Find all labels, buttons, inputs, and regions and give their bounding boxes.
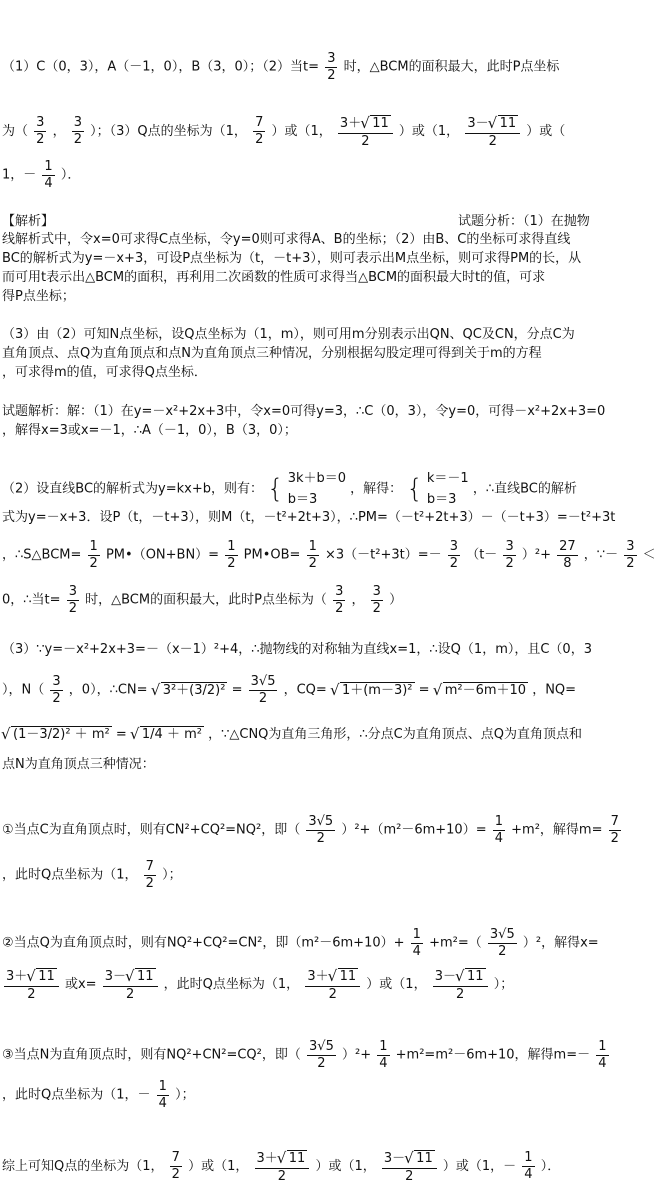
case-1-line: ①当点C为直角顶点时，则有CN²+CQ²=NQ²，即（ $\frac{3√5}{2}$ ）²+（m²－6m+10）= $\frac{1}{4}$ +m²，解得m= $\frac{7}{2}$	[2, 814, 619, 846]
analysis-line: 线解析式中，令x=0可求得C点坐标，令y=0则可求得A、B的坐标；（2）由B、C的坐标可求得直线	[2, 232, 571, 247]
solution-line-area: ，∴S△BCM= $\frac{1}{2}$ PM•（ON+BN）= $\frac{1}{2}$ PM•OB= $\frac{1}{2}$ ×3（－t²+3t）=－ $\frac{3}{2}$ （t－ $\frac{3}{2}$ ）²+ $\frac{27}{8}$ ，∵－ $\frac{3}{2}$ ＜	[2, 539, 656, 571]
case-3-result: ，此时Q点坐标为（1，－ $\frac{1}{4}$ ）；	[2, 1079, 195, 1111]
solution-line-system: （2）设直线BC的解析式为y=kx+b，则有： { 3k＋b＝0 b＝3 ，解得： { k＝－1 b＝3 ，∴直线BC的解析	[2, 468, 577, 510]
answer-line-3: 1，－ $\frac{1}{4}$ ）．	[2, 159, 81, 191]
t-fraction: $\frac{3}{2}$	[327, 51, 336, 83]
solution-line: 点N为直角顶点三种情况：	[2, 757, 155, 772]
solution-line: ，解得x=3或x=－1，∴A（－1，0），B（3，0）；	[2, 423, 297, 438]
analysis-line: ，可求得m的值，可求得Q点坐标．	[2, 365, 207, 380]
case-2-line: ②当点Q为直角顶点时，则有NQ²+CQ²=CN²，即（m²－6m+10）+ $\frac{1}{4}$ +m²=（ $\frac{3√5}{2}$ ）²，解得x=	[2, 927, 599, 959]
solution-line: 试题解析：解：（1）在y=－x²+2x+3中，令x=0可得y=3，∴C（0，3），令y=0，可得－x²+2x+3=0	[2, 404, 606, 419]
analysis-heading: 【解析】	[2, 214, 55, 229]
solution-line: 0，∴当t= $\frac{3}{2}$ 时，△BCM的面积最大，此时P点坐标为（ $\frac{3}{2}$ ， $\frac{3}{2}$ ）	[2, 584, 403, 616]
solution-line-sqrt: √ (1－3/2)² ＋ m² = √ 1/4 ＋ m² ，∵△CNQ为直角三角形，∴分点C为直角顶点、点Q为直角顶点和	[2, 725, 582, 745]
analysis-line: （3）由（2）可知N点坐标，设Q点坐标为（1，m），则可用m分别表示出QN、QC及CN，分点C为	[2, 327, 575, 342]
equation-system: { k＝－1 b＝3	[406, 471, 469, 507]
summary-line: 综上可知Q点的坐标为（1， $\frac{7}{2}$ ）或（1， $\frac{3+√ 11}{2}$ ）或（1， $\frac{3-√ 11}{2}$ ）或（1，－ $\frac{1}{4}$ ）．	[2, 1150, 560, 1183]
answer-text: （1）C（0，3），A（－1，0），B（3，0）；（2）当t=	[2, 59, 320, 75]
analysis-line: BC的解析式为y=－x+3，可设P点坐标为（t，－t+3），则可表示出M点坐标，则可求得PM的长，从	[2, 251, 582, 266]
solution-line: 式为y=－x+3．设P（t，－t+3），则M（t，－t²+2t+3），∴PM=（－t²+2t+3）－（－t+3）=－t²+3t	[2, 510, 616, 525]
answer-line-1	[2, 52, 559, 82]
answer-text: 时，△BCM的面积最大，此时P点坐标	[343, 59, 560, 75]
analysis-tag: 试题分析：（1）在抛物	[458, 214, 590, 229]
analysis-line: 而可用t表示出△BCM的面积，再利用二次函数的性质可求得当△BCM的面积最大时t的值，可求	[2, 270, 546, 285]
solution-line-sqrt: ），N（ $\frac{3}{2}$ ，0），∴CN= √ 3²＋(3/2)² = $\frac{3√5}{2}$ ，CQ= √ 1＋(m－3)² = √ m²－6m＋10 ，NQ=	[2, 675, 576, 705]
analysis-line: 得P点坐标；	[2, 289, 75, 304]
analysis-line: 直角顶点、点Q为直角顶点和点N为直角顶点三种情况，分别根据勾股定理可得到关于m的方程	[2, 346, 542, 361]
case-1-result: ，此时Q点坐标为（1， $\frac{7}{2}$ ）；	[2, 859, 182, 891]
case-2-result: $\frac{3+√ 11}{2}$ 或x= $\frac{3-√ 11}{2}$ ，此时Q点坐标为（1， $\frac{3+√ 11}{2}$ ）或（1， $\frac{3-√ 11}{2}$ ）；	[2, 968, 513, 1001]
solution-line: （3）∵y=－x²+2x+3=－（x－1）²+4，∴抛物线的对称轴为直线x=1，∴设Q（1，m），且C（0，3	[2, 642, 592, 657]
case-3-line: ③当点N为直角顶点时，则有NQ²+CN²=CQ²，即（ $\frac{3√5}{2}$ ）²+ $\frac{1}{4}$ +m²=m²－6m+10，解得m=－ $\frac{1}{4}$	[2, 1039, 607, 1071]
equation-system: { 3k＋b＝0 b＝3	[267, 471, 347, 507]
answer-line-2: 为（ $\frac{3}{2}$ ， $\frac{3}{2}$ ）；（3）Q点的坐标为（1， $\frac{7}{2}$ ）或（1， $\frac{3+√ 11}{2}$ ）或（1， $\frac{3-√ 11}{2}$ ）或（	[2, 115, 565, 148]
